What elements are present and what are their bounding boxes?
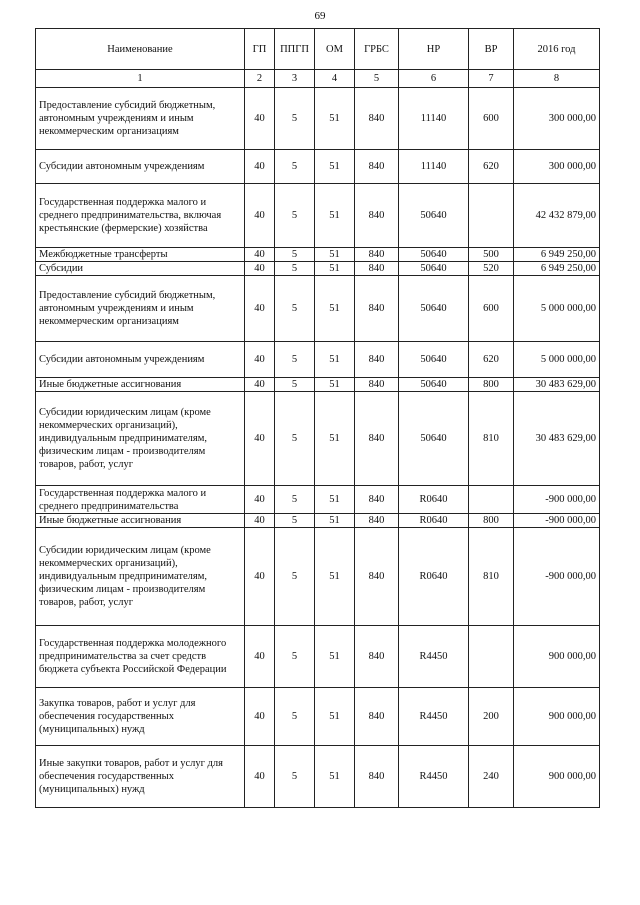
budget-table bbox=[35, 28, 600, 808]
cell-nr: R0640 bbox=[399, 486, 469, 514]
cell-gp: 40 bbox=[245, 342, 275, 378]
cell-vr bbox=[469, 486, 514, 514]
cell-nr: 50640 bbox=[399, 342, 469, 378]
header-gp: ГП bbox=[245, 29, 275, 70]
cell-amount: 5 000 000,00 bbox=[514, 276, 600, 342]
cell-grbs: 840 bbox=[355, 88, 399, 150]
cell-name: Предоставление субсидий бюджетным, автономным учреждениям и иным некоммерческим организациям bbox=[36, 88, 245, 150]
page-number: 69 bbox=[314, 10, 326, 22]
cell-om: 51 bbox=[315, 392, 355, 486]
cell-vr: 620 bbox=[469, 150, 514, 184]
cell-ppgp: 5 bbox=[275, 248, 315, 262]
cell-ppgp: 5 bbox=[275, 184, 315, 248]
cell-om: 51 bbox=[315, 626, 355, 688]
column-number: 3 bbox=[275, 70, 315, 88]
cell-om: 51 bbox=[315, 528, 355, 626]
cell-om: 51 bbox=[315, 248, 355, 262]
table-row bbox=[36, 514, 600, 528]
cell-grbs: 840 bbox=[355, 688, 399, 746]
header-om: ОМ bbox=[315, 29, 355, 70]
cell-ppgp: 5 bbox=[275, 276, 315, 342]
cell-nr: R4450 bbox=[399, 688, 469, 746]
cell-ppgp: 5 bbox=[275, 392, 315, 486]
cell-grbs: 840 bbox=[355, 342, 399, 378]
cell-amount: 42 432 879,00 bbox=[514, 184, 600, 248]
cell-gp: 40 bbox=[245, 528, 275, 626]
cell-name: Государственная поддержка малого и среднего предпринимательства, включая крестьянские (фермерские) хозяйства bbox=[36, 184, 245, 248]
table-row bbox=[36, 276, 600, 342]
budget-table-container bbox=[35, 28, 599, 808]
cell-vr: 520 bbox=[469, 262, 514, 276]
cell-name: Предоставление субсидий бюджетным, автономным учреждениям и иным некоммерческим организациям bbox=[36, 276, 245, 342]
cell-nr: 50640 bbox=[399, 378, 469, 392]
cell-gp: 40 bbox=[245, 514, 275, 528]
cell-ppgp: 5 bbox=[275, 688, 315, 746]
cell-om: 51 bbox=[315, 150, 355, 184]
cell-amount: 6 949 250,00 bbox=[514, 248, 600, 262]
cell-nr: 50640 bbox=[399, 262, 469, 276]
cell-gp: 40 bbox=[245, 150, 275, 184]
header-nr: НР bbox=[399, 29, 469, 70]
cell-ppgp: 5 bbox=[275, 262, 315, 276]
table-row bbox=[36, 528, 600, 626]
cell-grbs: 840 bbox=[355, 528, 399, 626]
column-number: 2 bbox=[245, 70, 275, 88]
cell-vr: 800 bbox=[469, 514, 514, 528]
cell-om: 51 bbox=[315, 88, 355, 150]
cell-nr: R0640 bbox=[399, 528, 469, 626]
cell-om: 51 bbox=[315, 276, 355, 342]
column-number: 5 bbox=[355, 70, 399, 88]
cell-name: Межбюджетные трансферты bbox=[36, 248, 245, 262]
cell-gp: 40 bbox=[245, 378, 275, 392]
cell-vr bbox=[469, 184, 514, 248]
cell-grbs: 840 bbox=[355, 262, 399, 276]
cell-nr: 11140 bbox=[399, 88, 469, 150]
cell-nr: R4450 bbox=[399, 626, 469, 688]
table-row bbox=[36, 626, 600, 688]
cell-gp: 40 bbox=[245, 486, 275, 514]
column-number-row bbox=[36, 70, 600, 88]
cell-nr: R0640 bbox=[399, 514, 469, 528]
cell-gp: 40 bbox=[245, 276, 275, 342]
column-number: 8 bbox=[514, 70, 600, 88]
table-row bbox=[36, 248, 600, 262]
header-year: 2016 год bbox=[514, 29, 600, 70]
cell-ppgp: 5 bbox=[275, 514, 315, 528]
cell-name: Государственная поддержка молодежного предпринимательства за счет средств бюджета субъекта Российской Федерации bbox=[36, 626, 245, 688]
table-row bbox=[36, 392, 600, 486]
cell-name: Иные закупки товаров, работ и услуг для обеспечения государственных (муниципальных) нужд bbox=[36, 746, 245, 808]
cell-amount: 30 483 629,00 bbox=[514, 392, 600, 486]
header-vr: ВР bbox=[469, 29, 514, 70]
cell-vr: 810 bbox=[469, 392, 514, 486]
cell-om: 51 bbox=[315, 342, 355, 378]
cell-gp: 40 bbox=[245, 688, 275, 746]
cell-amount: 900 000,00 bbox=[514, 746, 600, 808]
cell-amount: -900 000,00 bbox=[514, 528, 600, 626]
cell-amount: 900 000,00 bbox=[514, 688, 600, 746]
table-row bbox=[36, 378, 600, 392]
cell-nr: R4450 bbox=[399, 746, 469, 808]
table-row bbox=[36, 486, 600, 514]
cell-grbs: 840 bbox=[355, 378, 399, 392]
cell-ppgp: 5 bbox=[275, 88, 315, 150]
cell-name: Субсидии юридическим лицам (кроме некоммерческих организаций), индивидуальным предпринимателям, физическим лицам - производителям товаров, работ, услуг bbox=[36, 392, 245, 486]
header-row bbox=[36, 29, 600, 70]
cell-grbs: 840 bbox=[355, 150, 399, 184]
cell-vr: 810 bbox=[469, 528, 514, 626]
cell-name: Субсидии автономным учреждениям bbox=[36, 342, 245, 378]
cell-grbs: 840 bbox=[355, 746, 399, 808]
cell-nr: 50640 bbox=[399, 276, 469, 342]
cell-amount: 6 949 250,00 bbox=[514, 262, 600, 276]
cell-amount: 900 000,00 bbox=[514, 626, 600, 688]
cell-vr bbox=[469, 626, 514, 688]
cell-amount: 30 483 629,00 bbox=[514, 378, 600, 392]
cell-amount: -900 000,00 bbox=[514, 514, 600, 528]
cell-grbs: 840 bbox=[355, 514, 399, 528]
cell-gp: 40 bbox=[245, 262, 275, 276]
cell-om: 51 bbox=[315, 184, 355, 248]
header-name: Наименование bbox=[36, 29, 245, 70]
header-grbs: ГРБС bbox=[355, 29, 399, 70]
cell-vr: 240 bbox=[469, 746, 514, 808]
cell-ppgp: 5 bbox=[275, 746, 315, 808]
cell-amount: 5 000 000,00 bbox=[514, 342, 600, 378]
column-number: 1 bbox=[36, 70, 245, 88]
cell-gp: 40 bbox=[245, 626, 275, 688]
cell-gp: 40 bbox=[245, 88, 275, 150]
cell-ppgp: 5 bbox=[275, 626, 315, 688]
cell-grbs: 840 bbox=[355, 184, 399, 248]
cell-name: Иные бюджетные ассигнования bbox=[36, 514, 245, 528]
cell-ppgp: 5 bbox=[275, 486, 315, 514]
cell-nr: 50640 bbox=[399, 184, 469, 248]
table-row bbox=[36, 688, 600, 746]
cell-om: 51 bbox=[315, 746, 355, 808]
cell-name: Субсидии bbox=[36, 262, 245, 276]
cell-grbs: 840 bbox=[355, 248, 399, 262]
cell-amount: -900 000,00 bbox=[514, 486, 600, 514]
header-ppgp: ППГП bbox=[275, 29, 315, 70]
cell-grbs: 840 bbox=[355, 276, 399, 342]
cell-amount: 300 000,00 bbox=[514, 150, 600, 184]
cell-om: 51 bbox=[315, 262, 355, 276]
cell-grbs: 840 bbox=[355, 486, 399, 514]
cell-gp: 40 bbox=[245, 392, 275, 486]
table-row bbox=[36, 342, 600, 378]
cell-vr: 200 bbox=[469, 688, 514, 746]
table-row bbox=[36, 746, 600, 808]
cell-vr: 800 bbox=[469, 378, 514, 392]
cell-vr: 620 bbox=[469, 342, 514, 378]
cell-om: 51 bbox=[315, 378, 355, 392]
cell-grbs: 840 bbox=[355, 392, 399, 486]
cell-vr: 600 bbox=[469, 276, 514, 342]
cell-gp: 40 bbox=[245, 248, 275, 262]
cell-name: Государственная поддержка малого и среднего предпринимательства bbox=[36, 486, 245, 514]
cell-nr: 50640 bbox=[399, 392, 469, 486]
table-body bbox=[36, 88, 600, 808]
cell-name: Субсидии юридическим лицам (кроме некоммерческих организаций), индивидуальным предпринимателям, физическим лицам - производителям товаров, работ, услуг bbox=[36, 528, 245, 626]
cell-ppgp: 5 bbox=[275, 150, 315, 184]
cell-om: 51 bbox=[315, 688, 355, 746]
column-number: 6 bbox=[399, 70, 469, 88]
column-number: 7 bbox=[469, 70, 514, 88]
cell-gp: 40 bbox=[245, 746, 275, 808]
table-row bbox=[36, 150, 600, 184]
cell-name: Иные бюджетные ассигнования bbox=[36, 378, 245, 392]
cell-om: 51 bbox=[315, 486, 355, 514]
cell-name: Субсидии автономным учреждениям bbox=[36, 150, 245, 184]
cell-name: Закупка товаров, работ и услуг для обеспечения государственных (муниципальных) нужд bbox=[36, 688, 245, 746]
cell-ppgp: 5 bbox=[275, 528, 315, 626]
cell-vr: 600 bbox=[469, 88, 514, 150]
cell-ppgp: 5 bbox=[275, 342, 315, 378]
cell-nr: 11140 bbox=[399, 150, 469, 184]
cell-amount: 300 000,00 bbox=[514, 88, 600, 150]
cell-vr: 500 bbox=[469, 248, 514, 262]
column-number: 4 bbox=[315, 70, 355, 88]
cell-ppgp: 5 bbox=[275, 378, 315, 392]
cell-nr: 50640 bbox=[399, 248, 469, 262]
cell-gp: 40 bbox=[245, 184, 275, 248]
table-row bbox=[36, 88, 600, 150]
table-row bbox=[36, 184, 600, 248]
table-row bbox=[36, 262, 600, 276]
cell-grbs: 840 bbox=[355, 626, 399, 688]
cell-om: 51 bbox=[315, 514, 355, 528]
